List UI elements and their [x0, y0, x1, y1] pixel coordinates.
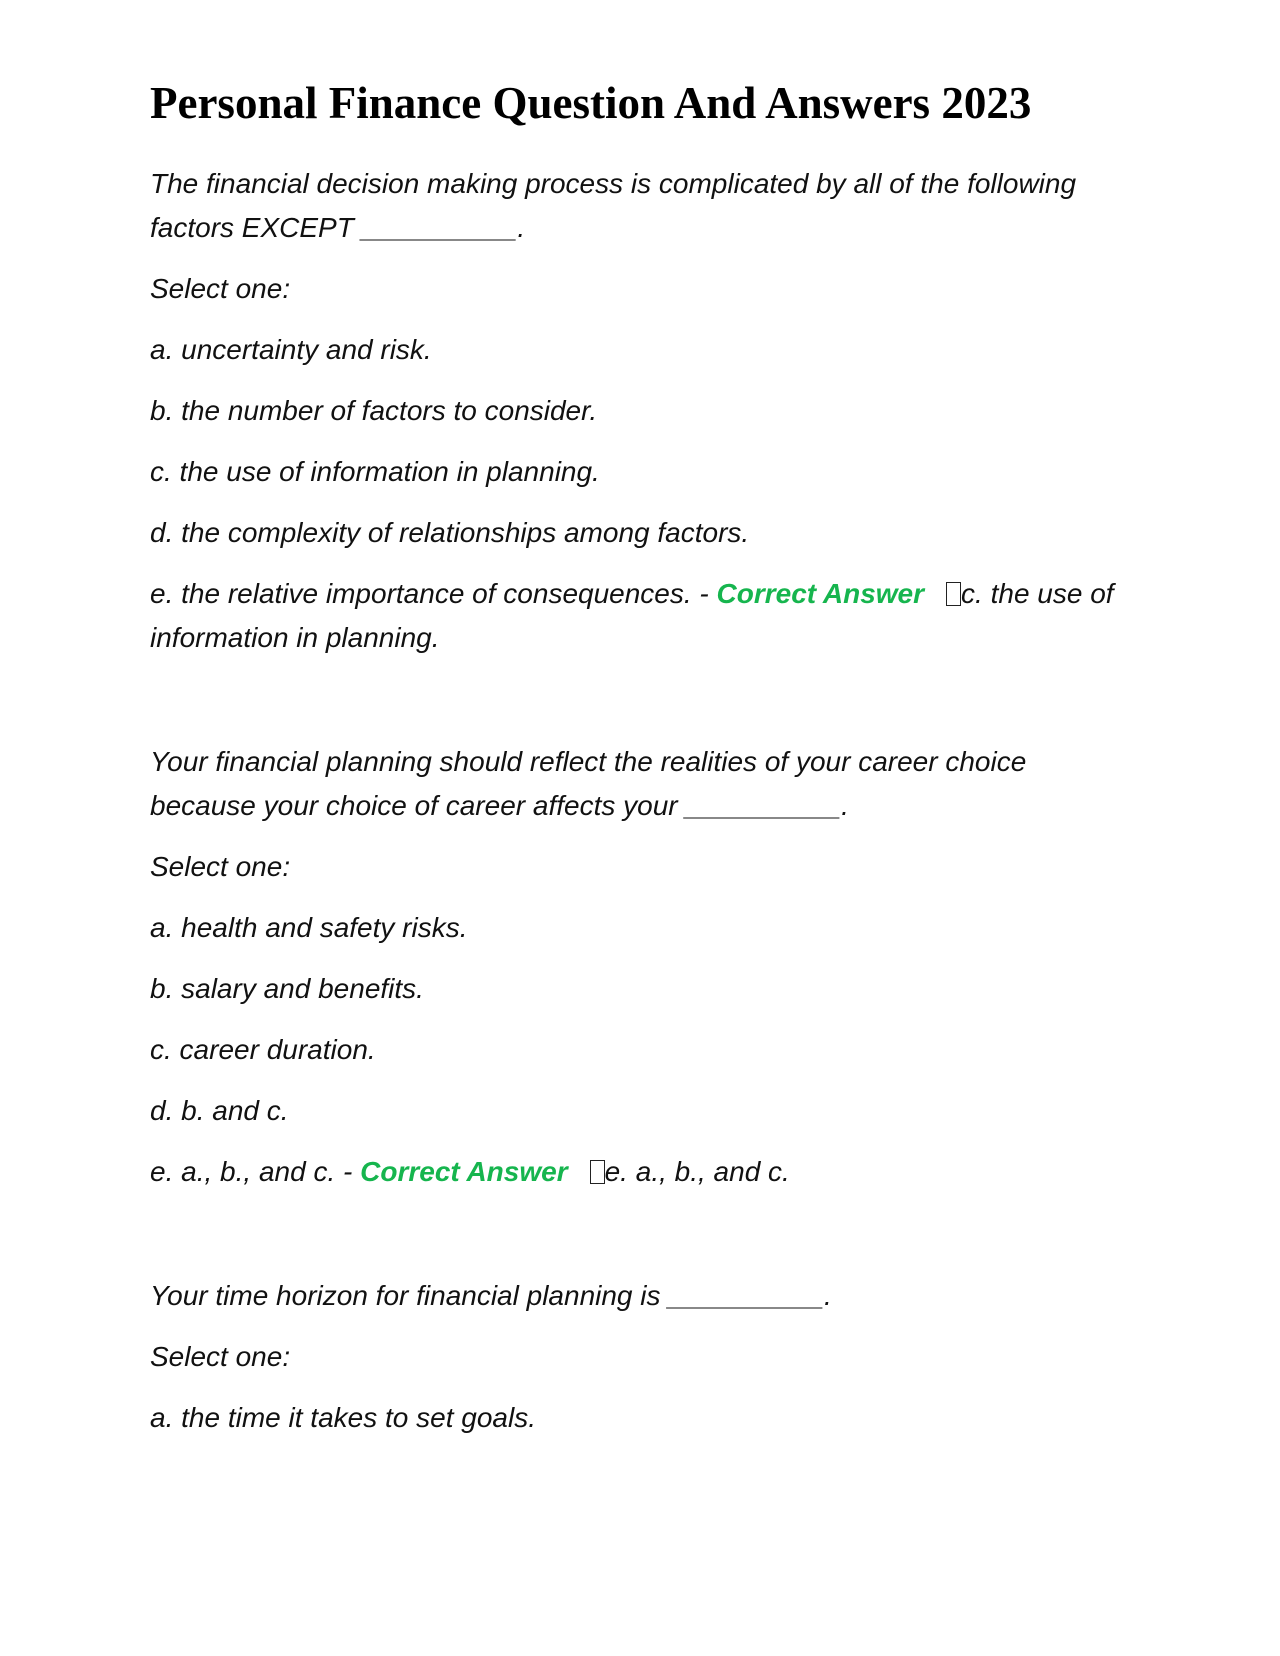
question-1-option-e-with-answer: [150, 572, 1130, 660]
question-2-option-e: e. a., b., and c. -: [150, 1156, 353, 1187]
question-1-option-b: b. the number of factors to consider.: [150, 395, 598, 426]
question-2-option-a: a. health and safety risks.: [150, 912, 468, 943]
question-3-prompt: Your time horizon for financial planning is __________.: [150, 1280, 832, 1311]
correct-answer-label: Correct Answer: [716, 578, 925, 609]
question-1-option-a: a. uncertainty and risk.: [150, 334, 432, 365]
question-2-option-d: d. b. and c.: [150, 1095, 289, 1126]
document-title: Personal Finance Question And Answers 2023: [150, 78, 1032, 128]
document-page: [150, 76, 1130, 1457]
question-1-prompt: The financial decision making process is complicated by all of the following factors EXCEPT __________.: [150, 168, 1077, 243]
correct-answer-label: Correct Answer: [360, 1156, 568, 1187]
question-1-select-label: Select one:: [150, 273, 291, 304]
check-box-icon: [946, 582, 961, 606]
question-2-option-b: b. salary and benefits.: [150, 973, 424, 1004]
question-2-option-c: c. career duration.: [150, 1034, 376, 1065]
question-2-answer: e. a., b., and c.: [604, 1156, 790, 1187]
check-box-icon: [590, 1160, 605, 1184]
question-2-option-e-with-answer: [150, 1150, 1130, 1194]
question-1: [150, 162, 1130, 660]
question-2-prompt: Your financial planning should reflect the realities of your career choice because your choice of career affects your __________.: [150, 746, 1027, 821]
question-1-answer: c. the use of information in planning.: [150, 578, 1114, 653]
question-2: [150, 740, 1130, 1194]
question-2-select-label: Select one:: [150, 851, 291, 882]
question-1-option-d: d. the complexity of relationships among factors.: [150, 517, 750, 548]
question-3-select-label: Select one:: [150, 1341, 291, 1372]
question-3-option-a: a. the time it takes to set goals.: [150, 1402, 536, 1433]
question-1-option-c: c. the use of information in planning.: [150, 456, 600, 487]
question-3: [150, 1274, 1130, 1440]
question-1-option-e: e. the relative importance of consequences. -: [150, 578, 709, 609]
